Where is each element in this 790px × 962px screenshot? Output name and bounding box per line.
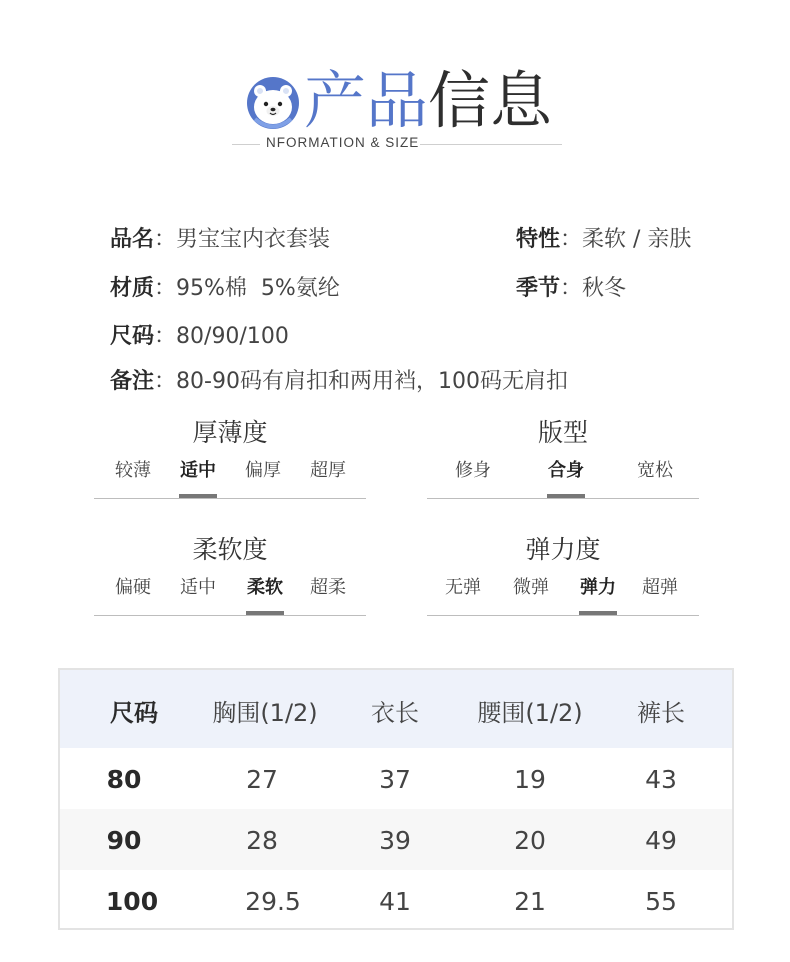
table-row <box>60 809 732 870</box>
scale-title: 厚薄度 <box>192 418 268 447</box>
info-label: 备注 <box>110 369 155 394</box>
page-title: 信息 <box>428 64 553 137</box>
info-label: 季节 <box>516 276 561 301</box>
table-cell-size: 90 <box>106 826 142 855</box>
table-cell: 27 <box>246 765 278 794</box>
info-material: 材质：95%棉 5%氨纶 <box>110 276 340 301</box>
table-cell: 20 <box>514 826 546 855</box>
table-cell: 37 <box>379 765 411 794</box>
table-cell: 29.5 <box>245 887 301 916</box>
table-header-cell: 腰围(1/2) <box>477 699 583 727</box>
info-note: 备注：80-90码有肩扣和两用裆，100码无肩扣 <box>110 369 568 394</box>
scale-title: 柔软度 <box>192 535 268 564</box>
info-label: 尺码 <box>110 324 155 349</box>
table-cell: 55 <box>645 887 677 916</box>
page-subtitle: NFORMATION & SIZE <box>266 135 420 150</box>
scale-title: 弹力度 <box>525 535 601 564</box>
info-value: 秋冬 <box>582 276 627 301</box>
scale-softness <box>94 535 366 615</box>
scale-option: 超柔 <box>310 577 346 598</box>
subtitle-divider-left <box>232 144 260 145</box>
info-value: 80-90码有肩扣和两用裆，100码无肩扣 <box>176 369 568 394</box>
scale-option-selected: 合身 <box>548 460 584 481</box>
scale-elasticity <box>427 535 699 615</box>
table-cell: 49 <box>645 826 677 855</box>
scale-option-selected: 柔软 <box>247 577 283 598</box>
table-header-cell: 衣长 <box>371 699 419 727</box>
scale-line <box>427 498 699 499</box>
info-product-name: 品名：男宝宝内衣套装 <box>110 227 331 252</box>
scale-option-selected: 适中 <box>180 460 216 481</box>
info-value: 80/90/100 <box>176 324 289 349</box>
info-label: 品名 <box>110 227 155 252</box>
scale-option: 无弹 <box>445 577 481 598</box>
scale-line <box>94 498 366 499</box>
info-season: 季节：秋冬 <box>516 276 627 301</box>
scale-fit <box>427 418 699 498</box>
polar-bear-logo-icon <box>246 76 300 130</box>
table-cell-size: 80 <box>106 765 142 794</box>
scale-option: 微弹 <box>513 577 549 598</box>
subtitle-divider-right <box>420 144 562 145</box>
scale-title: 版型 <box>537 418 588 447</box>
page-title-accent: 产品 <box>304 64 429 137</box>
table-cell: 43 <box>645 765 677 794</box>
table-header-row <box>60 670 732 748</box>
scale-option: 超厚 <box>310 460 346 481</box>
info-size: 尺码：80/90/100 <box>110 324 289 349</box>
scale-option: 修身 <box>455 460 491 481</box>
info-label: 特性 <box>516 227 561 252</box>
scale-option: 超弹 <box>642 577 678 598</box>
table-cell: 21 <box>514 887 546 916</box>
info-value: 男宝宝内衣套装 <box>176 227 331 252</box>
table-row <box>60 870 732 931</box>
table-header-cell: 裤长 <box>637 699 685 727</box>
scale-line <box>427 615 699 616</box>
table-header-cell: 胸围(1/2) <box>212 699 318 727</box>
scale-option: 偏硬 <box>115 577 151 598</box>
table-cell: 28 <box>246 826 278 855</box>
scale-line <box>94 615 366 616</box>
scale-option: 适中 <box>180 577 216 598</box>
table-cell: 19 <box>514 765 546 794</box>
scale-option: 偏厚 <box>245 460 281 481</box>
table-row <box>60 748 732 809</box>
scale-thickness <box>94 418 366 498</box>
scale-option-selected: 弹力 <box>580 577 616 598</box>
table-header-cell: 尺码 <box>110 699 158 727</box>
table-cell-size: 100 <box>105 887 159 916</box>
scale-option: 宽松 <box>637 460 673 481</box>
info-value: 95%棉 5%氨纶 <box>176 276 340 301</box>
table-cell: 41 <box>379 887 411 916</box>
info-value: 柔软 / 亲肤 <box>582 227 692 252</box>
size-table <box>58 668 734 930</box>
table-cell: 39 <box>379 826 411 855</box>
info-label: 材质 <box>110 276 155 301</box>
info-feature: 特性：柔软 / 亲肤 <box>516 227 692 252</box>
scale-option: 较薄 <box>115 460 151 481</box>
